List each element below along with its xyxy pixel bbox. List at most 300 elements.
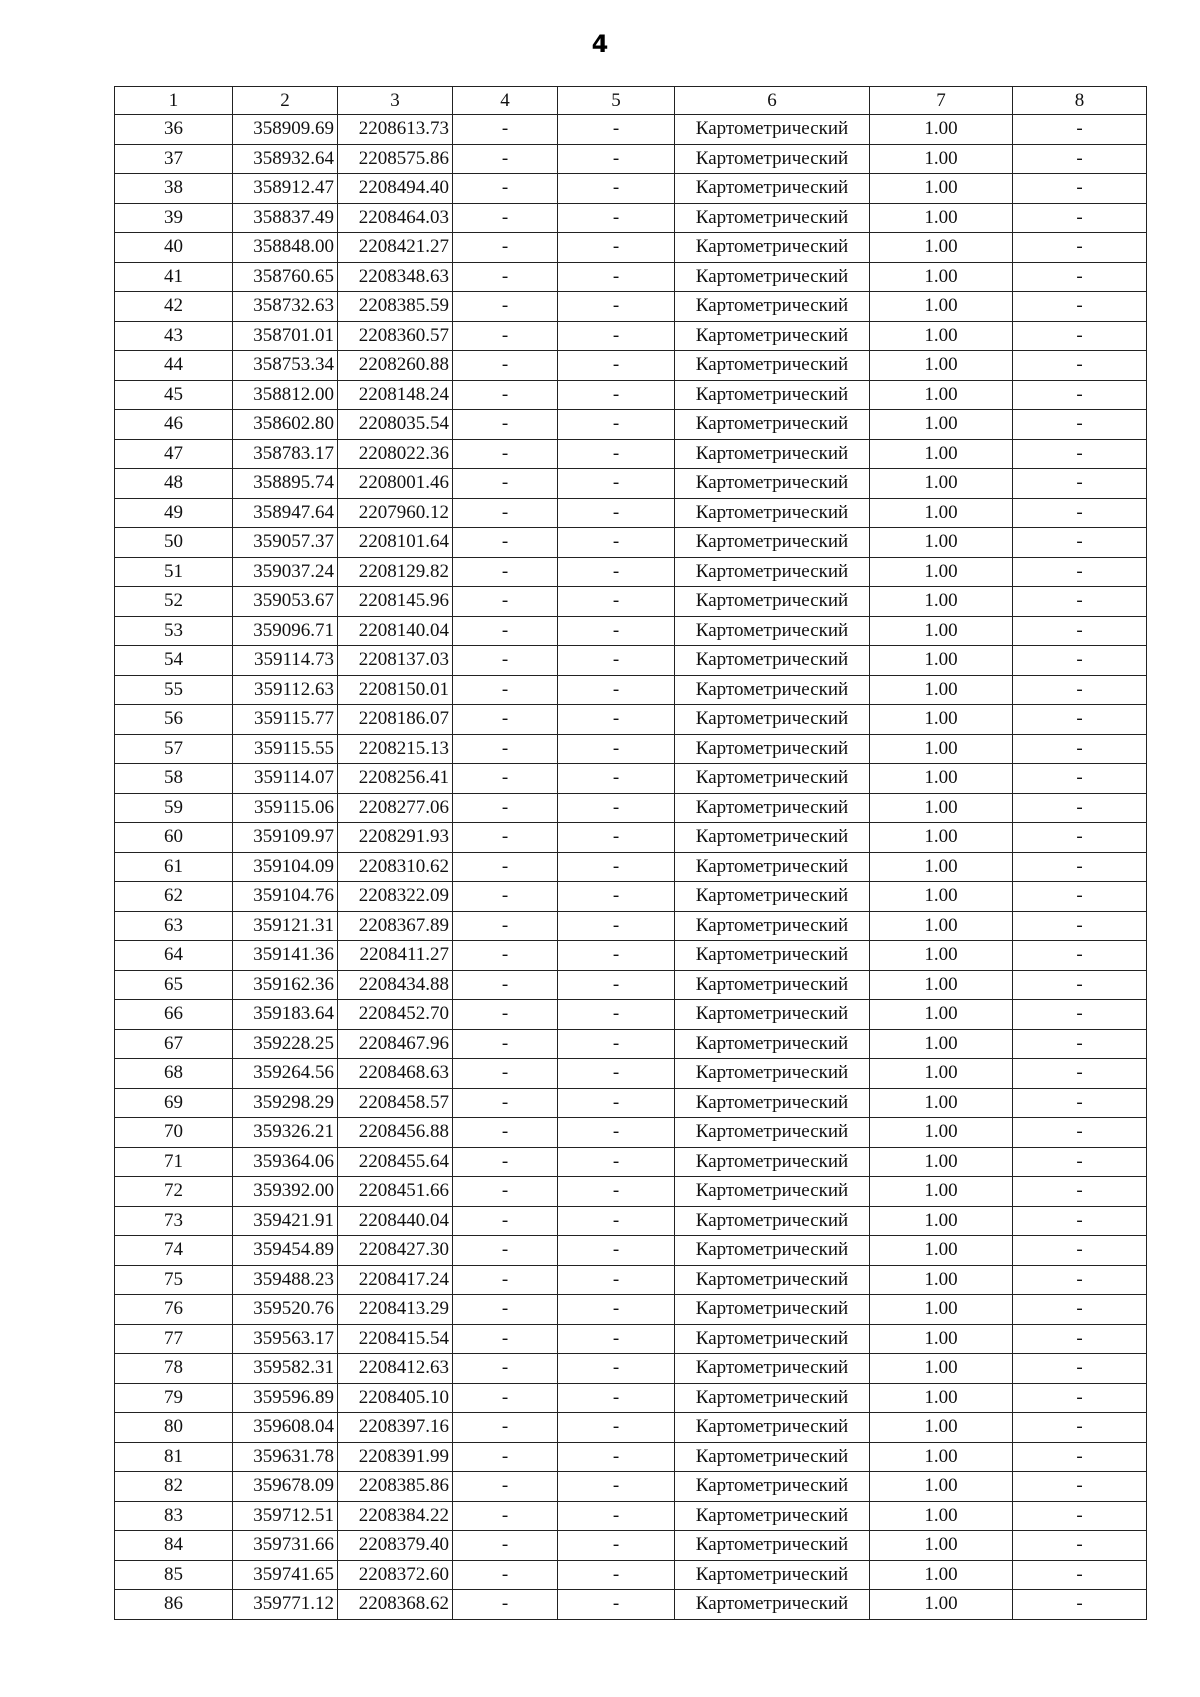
x-coordinate-cell: 359771.12 bbox=[233, 1590, 338, 1620]
col8-cell: - bbox=[1013, 1295, 1147, 1325]
y-coordinate-cell: 2208417.24 bbox=[338, 1265, 453, 1295]
table-row bbox=[115, 1236, 1147, 1266]
method-cell: Картометрический bbox=[675, 1383, 870, 1413]
accuracy-cell: 1.00 bbox=[870, 764, 1013, 794]
point-number-cell: 86 bbox=[115, 1590, 233, 1620]
y-coordinate-cell: 2208186.07 bbox=[338, 705, 453, 735]
y-coordinate-cell: 2208277.06 bbox=[338, 793, 453, 823]
method-cell: Картометрический bbox=[675, 1029, 870, 1059]
y-coordinate-cell: 2208372.60 bbox=[338, 1560, 453, 1590]
table-row bbox=[115, 203, 1147, 233]
y-coordinate-cell: 2208385.59 bbox=[338, 292, 453, 322]
y-coordinate-cell: 2208458.57 bbox=[338, 1088, 453, 1118]
table-row bbox=[115, 764, 1147, 794]
y-coordinate-cell: 2208413.29 bbox=[338, 1295, 453, 1325]
col5-cell: - bbox=[558, 823, 675, 853]
col8-cell: - bbox=[1013, 1590, 1147, 1620]
col5-cell: - bbox=[558, 764, 675, 794]
column-header: 7 bbox=[870, 87, 1013, 115]
point-number-cell: 64 bbox=[115, 941, 233, 971]
y-coordinate-cell: 2208468.63 bbox=[338, 1059, 453, 1089]
table-row bbox=[115, 292, 1147, 322]
accuracy-cell: 1.00 bbox=[870, 616, 1013, 646]
point-number-cell: 63 bbox=[115, 911, 233, 941]
accuracy-cell: 1.00 bbox=[870, 1560, 1013, 1590]
col5-cell: - bbox=[558, 1059, 675, 1089]
x-coordinate-cell: 359326.21 bbox=[233, 1118, 338, 1148]
column-header: 5 bbox=[558, 87, 675, 115]
point-number-cell: 74 bbox=[115, 1236, 233, 1266]
point-number-cell: 84 bbox=[115, 1531, 233, 1561]
point-number-cell: 82 bbox=[115, 1472, 233, 1502]
col4-cell: - bbox=[453, 1000, 558, 1030]
x-coordinate-cell: 359114.73 bbox=[233, 646, 338, 676]
table-row bbox=[115, 1029, 1147, 1059]
col8-cell: - bbox=[1013, 203, 1147, 233]
y-coordinate-cell: 2208391.99 bbox=[338, 1442, 453, 1472]
y-coordinate-cell: 2208291.93 bbox=[338, 823, 453, 853]
table-row bbox=[115, 616, 1147, 646]
table-row bbox=[115, 1000, 1147, 1030]
x-coordinate-cell: 359104.76 bbox=[233, 882, 338, 912]
point-number-cell: 62 bbox=[115, 882, 233, 912]
accuracy-cell: 1.00 bbox=[870, 852, 1013, 882]
point-number-cell: 50 bbox=[115, 528, 233, 558]
col4-cell: - bbox=[453, 734, 558, 764]
x-coordinate-cell: 359141.36 bbox=[233, 941, 338, 971]
col5-cell: - bbox=[558, 1236, 675, 1266]
method-cell: Картометрический bbox=[675, 646, 870, 676]
accuracy-cell: 1.00 bbox=[870, 793, 1013, 823]
col5-cell: - bbox=[558, 1088, 675, 1118]
point-number-cell: 51 bbox=[115, 557, 233, 587]
x-coordinate-cell: 359712.51 bbox=[233, 1501, 338, 1531]
x-coordinate-cell: 359162.36 bbox=[233, 970, 338, 1000]
method-cell: Картометрический bbox=[675, 1147, 870, 1177]
point-number-cell: 49 bbox=[115, 498, 233, 528]
table-row bbox=[115, 882, 1147, 912]
col8-cell: - bbox=[1013, 557, 1147, 587]
col5-cell: - bbox=[558, 380, 675, 410]
accuracy-cell: 1.00 bbox=[870, 469, 1013, 499]
point-number-cell: 40 bbox=[115, 233, 233, 263]
point-number-cell: 52 bbox=[115, 587, 233, 617]
point-number-cell: 54 bbox=[115, 646, 233, 676]
point-number-cell: 42 bbox=[115, 292, 233, 322]
table-row bbox=[115, 439, 1147, 469]
col8-cell: - bbox=[1013, 1354, 1147, 1384]
col4-cell: - bbox=[453, 587, 558, 617]
col5-cell: - bbox=[558, 852, 675, 882]
point-number-cell: 58 bbox=[115, 764, 233, 794]
col5-cell: - bbox=[558, 587, 675, 617]
x-coordinate-cell: 358837.49 bbox=[233, 203, 338, 233]
y-coordinate-cell: 2208140.04 bbox=[338, 616, 453, 646]
col8-cell: - bbox=[1013, 1265, 1147, 1295]
table-row bbox=[115, 1413, 1147, 1443]
col5-cell: - bbox=[558, 1383, 675, 1413]
col8-cell: - bbox=[1013, 1000, 1147, 1030]
table-row bbox=[115, 1531, 1147, 1561]
col4-cell: - bbox=[453, 1147, 558, 1177]
y-coordinate-cell: 2208022.36 bbox=[338, 439, 453, 469]
x-coordinate-cell: 358947.64 bbox=[233, 498, 338, 528]
col5-cell: - bbox=[558, 115, 675, 145]
col8-cell: - bbox=[1013, 262, 1147, 292]
method-cell: Картометрический bbox=[675, 203, 870, 233]
table-row bbox=[115, 1472, 1147, 1502]
col8-cell: - bbox=[1013, 1118, 1147, 1148]
col4-cell: - bbox=[453, 1177, 558, 1207]
col8-cell: - bbox=[1013, 439, 1147, 469]
col8-cell: - bbox=[1013, 882, 1147, 912]
column-header: 3 bbox=[338, 87, 453, 115]
col8-cell: - bbox=[1013, 823, 1147, 853]
accuracy-cell: 1.00 bbox=[870, 882, 1013, 912]
point-number-cell: 65 bbox=[115, 970, 233, 1000]
method-cell: Картометрический bbox=[675, 1472, 870, 1502]
col4-cell: - bbox=[453, 1501, 558, 1531]
accuracy-cell: 1.00 bbox=[870, 1265, 1013, 1295]
y-coordinate-cell: 2207960.12 bbox=[338, 498, 453, 528]
y-coordinate-cell: 2208348.63 bbox=[338, 262, 453, 292]
method-cell: Картометрический bbox=[675, 852, 870, 882]
method-cell: Картометрический bbox=[675, 941, 870, 971]
point-number-cell: 72 bbox=[115, 1177, 233, 1207]
point-number-cell: 69 bbox=[115, 1088, 233, 1118]
table-row bbox=[115, 321, 1147, 351]
x-coordinate-cell: 359392.00 bbox=[233, 1177, 338, 1207]
col5-cell: - bbox=[558, 1029, 675, 1059]
method-cell: Картометрический bbox=[675, 793, 870, 823]
point-number-cell: 85 bbox=[115, 1560, 233, 1590]
point-number-cell: 61 bbox=[115, 852, 233, 882]
method-cell: Картометрический bbox=[675, 1413, 870, 1443]
col8-cell: - bbox=[1013, 970, 1147, 1000]
table-row bbox=[115, 823, 1147, 853]
point-number-cell: 78 bbox=[115, 1354, 233, 1384]
y-coordinate-cell: 2208148.24 bbox=[338, 380, 453, 410]
method-cell: Картометрический bbox=[675, 321, 870, 351]
method-cell: Картометрический bbox=[675, 262, 870, 292]
accuracy-cell: 1.00 bbox=[870, 1472, 1013, 1502]
col5-cell: - bbox=[558, 203, 675, 233]
table-row bbox=[115, 351, 1147, 381]
y-coordinate-cell: 2208434.88 bbox=[338, 970, 453, 1000]
y-coordinate-cell: 2208384.22 bbox=[338, 1501, 453, 1531]
col4-cell: - bbox=[453, 970, 558, 1000]
table-row bbox=[115, 469, 1147, 499]
point-number-cell: 46 bbox=[115, 410, 233, 440]
col4-cell: - bbox=[453, 675, 558, 705]
col4-cell: - bbox=[453, 557, 558, 587]
col4-cell: - bbox=[453, 705, 558, 735]
point-number-cell: 79 bbox=[115, 1383, 233, 1413]
accuracy-cell: 1.00 bbox=[870, 1590, 1013, 1620]
column-header: 6 bbox=[675, 87, 870, 115]
y-coordinate-cell: 2208001.46 bbox=[338, 469, 453, 499]
col5-cell: - bbox=[558, 498, 675, 528]
point-number-cell: 56 bbox=[115, 705, 233, 735]
x-coordinate-cell: 359421.91 bbox=[233, 1206, 338, 1236]
x-coordinate-cell: 359109.97 bbox=[233, 823, 338, 853]
table-row bbox=[115, 1590, 1147, 1620]
table-row bbox=[115, 144, 1147, 174]
x-coordinate-cell: 359183.64 bbox=[233, 1000, 338, 1030]
point-number-cell: 55 bbox=[115, 675, 233, 705]
col5-cell: - bbox=[558, 262, 675, 292]
table-row bbox=[115, 705, 1147, 735]
point-number-cell: 44 bbox=[115, 351, 233, 381]
method-cell: Картометрический bbox=[675, 1324, 870, 1354]
x-coordinate-cell: 359298.29 bbox=[233, 1088, 338, 1118]
col5-cell: - bbox=[558, 1472, 675, 1502]
accuracy-cell: 1.00 bbox=[870, 941, 1013, 971]
x-coordinate-cell: 359228.25 bbox=[233, 1029, 338, 1059]
col5-cell: - bbox=[558, 351, 675, 381]
point-number-cell: 71 bbox=[115, 1147, 233, 1177]
table-row bbox=[115, 1501, 1147, 1531]
accuracy-cell: 1.00 bbox=[870, 1413, 1013, 1443]
y-coordinate-cell: 2208427.30 bbox=[338, 1236, 453, 1266]
x-coordinate-cell: 359104.09 bbox=[233, 852, 338, 882]
col8-cell: - bbox=[1013, 911, 1147, 941]
accuracy-cell: 1.00 bbox=[870, 1147, 1013, 1177]
y-coordinate-cell: 2208494.40 bbox=[338, 174, 453, 204]
method-cell: Картометрический bbox=[675, 469, 870, 499]
col5-cell: - bbox=[558, 1590, 675, 1620]
col5-cell: - bbox=[558, 557, 675, 587]
x-coordinate-cell: 359608.04 bbox=[233, 1413, 338, 1443]
method-cell: Картометрический bbox=[675, 498, 870, 528]
x-coordinate-cell: 359631.78 bbox=[233, 1442, 338, 1472]
accuracy-cell: 1.00 bbox=[870, 351, 1013, 381]
col8-cell: - bbox=[1013, 1324, 1147, 1354]
col4-cell: - bbox=[453, 380, 558, 410]
x-coordinate-cell: 358760.65 bbox=[233, 262, 338, 292]
col4-cell: - bbox=[453, 1472, 558, 1502]
col8-cell: - bbox=[1013, 1147, 1147, 1177]
x-coordinate-cell: 359582.31 bbox=[233, 1354, 338, 1384]
col4-cell: - bbox=[453, 292, 558, 322]
table-row bbox=[115, 262, 1147, 292]
accuracy-cell: 1.00 bbox=[870, 1501, 1013, 1531]
table-row bbox=[115, 410, 1147, 440]
table-row bbox=[115, 646, 1147, 676]
x-coordinate-cell: 358812.00 bbox=[233, 380, 338, 410]
col5-cell: - bbox=[558, 233, 675, 263]
col8-cell: - bbox=[1013, 292, 1147, 322]
point-number-cell: 41 bbox=[115, 262, 233, 292]
col4-cell: - bbox=[453, 528, 558, 558]
col4-cell: - bbox=[453, 1354, 558, 1384]
point-number-cell: 75 bbox=[115, 1265, 233, 1295]
col4-cell: - bbox=[453, 1059, 558, 1089]
x-coordinate-cell: 359563.17 bbox=[233, 1324, 338, 1354]
point-number-cell: 59 bbox=[115, 793, 233, 823]
col5-cell: - bbox=[558, 1413, 675, 1443]
point-number-cell: 53 bbox=[115, 616, 233, 646]
y-coordinate-cell: 2208412.63 bbox=[338, 1354, 453, 1384]
y-coordinate-cell: 2208215.13 bbox=[338, 734, 453, 764]
method-cell: Картометрический bbox=[675, 144, 870, 174]
method-cell: Картометрический bbox=[675, 174, 870, 204]
method-cell: Картометрический bbox=[675, 557, 870, 587]
col5-cell: - bbox=[558, 292, 675, 322]
col8-cell: - bbox=[1013, 675, 1147, 705]
col4-cell: - bbox=[453, 941, 558, 971]
col8-cell: - bbox=[1013, 321, 1147, 351]
col8-cell: - bbox=[1013, 144, 1147, 174]
accuracy-cell: 1.00 bbox=[870, 144, 1013, 174]
method-cell: Картометрический bbox=[675, 705, 870, 735]
accuracy-cell: 1.00 bbox=[870, 675, 1013, 705]
col4-cell: - bbox=[453, 1590, 558, 1620]
col5-cell: - bbox=[558, 734, 675, 764]
col4-cell: - bbox=[453, 115, 558, 145]
method-cell: Картометрический bbox=[675, 1531, 870, 1561]
method-cell: Картометрический bbox=[675, 1088, 870, 1118]
col8-cell: - bbox=[1013, 1236, 1147, 1266]
table-row bbox=[115, 1177, 1147, 1207]
point-number-cell: 45 bbox=[115, 380, 233, 410]
col4-cell: - bbox=[453, 1383, 558, 1413]
col5-cell: - bbox=[558, 1324, 675, 1354]
col8-cell: - bbox=[1013, 587, 1147, 617]
table-row bbox=[115, 970, 1147, 1000]
x-coordinate-cell: 358753.34 bbox=[233, 351, 338, 381]
table-row bbox=[115, 498, 1147, 528]
y-coordinate-cell: 2208575.86 bbox=[338, 144, 453, 174]
table-row bbox=[115, 380, 1147, 410]
point-number-cell: 68 bbox=[115, 1059, 233, 1089]
y-coordinate-cell: 2208137.03 bbox=[338, 646, 453, 676]
accuracy-cell: 1.00 bbox=[870, 823, 1013, 853]
x-coordinate-cell: 359264.56 bbox=[233, 1059, 338, 1089]
accuracy-cell: 1.00 bbox=[870, 1177, 1013, 1207]
x-coordinate-cell: 358783.17 bbox=[233, 439, 338, 469]
col5-cell: - bbox=[558, 174, 675, 204]
col4-cell: - bbox=[453, 469, 558, 499]
table-row bbox=[115, 557, 1147, 587]
x-coordinate-cell: 358848.00 bbox=[233, 233, 338, 263]
y-coordinate-cell: 2208310.62 bbox=[338, 852, 453, 882]
col4-cell: - bbox=[453, 793, 558, 823]
y-coordinate-cell: 2208322.09 bbox=[338, 882, 453, 912]
y-coordinate-cell: 2208405.10 bbox=[338, 1383, 453, 1413]
accuracy-cell: 1.00 bbox=[870, 646, 1013, 676]
method-cell: Картометрический bbox=[675, 1206, 870, 1236]
y-coordinate-cell: 2208129.82 bbox=[338, 557, 453, 587]
accuracy-cell: 1.00 bbox=[870, 1206, 1013, 1236]
col5-cell: - bbox=[558, 705, 675, 735]
point-number-cell: 36 bbox=[115, 115, 233, 145]
col4-cell: - bbox=[453, 882, 558, 912]
y-coordinate-cell: 2208360.57 bbox=[338, 321, 453, 351]
accuracy-cell: 1.00 bbox=[870, 410, 1013, 440]
method-cell: Картометрический bbox=[675, 764, 870, 794]
method-cell: Картометрический bbox=[675, 1059, 870, 1089]
col5-cell: - bbox=[558, 1265, 675, 1295]
x-coordinate-cell: 359678.09 bbox=[233, 1472, 338, 1502]
point-number-cell: 48 bbox=[115, 469, 233, 499]
table-row bbox=[115, 1206, 1147, 1236]
method-cell: Картометрический bbox=[675, 410, 870, 440]
col8-cell: - bbox=[1013, 1560, 1147, 1590]
accuracy-cell: 1.00 bbox=[870, 380, 1013, 410]
method-cell: Картометрический bbox=[675, 1442, 870, 1472]
col8-cell: - bbox=[1013, 380, 1147, 410]
col5-cell: - bbox=[558, 410, 675, 440]
col5-cell: - bbox=[558, 439, 675, 469]
accuracy-cell: 1.00 bbox=[870, 321, 1013, 351]
col5-cell: - bbox=[558, 528, 675, 558]
method-cell: Картометрический bbox=[675, 528, 870, 558]
col5-cell: - bbox=[558, 1560, 675, 1590]
col5-cell: - bbox=[558, 1442, 675, 1472]
x-coordinate-cell: 358932.64 bbox=[233, 144, 338, 174]
x-coordinate-cell: 359520.76 bbox=[233, 1295, 338, 1325]
col4-cell: - bbox=[453, 1413, 558, 1443]
accuracy-cell: 1.00 bbox=[870, 1118, 1013, 1148]
y-coordinate-cell: 2208467.96 bbox=[338, 1029, 453, 1059]
table-row bbox=[115, 911, 1147, 941]
y-coordinate-cell: 2208150.01 bbox=[338, 675, 453, 705]
accuracy-cell: 1.00 bbox=[870, 174, 1013, 204]
x-coordinate-cell: 358895.74 bbox=[233, 469, 338, 499]
column-header: 1 bbox=[115, 87, 233, 115]
table-row bbox=[115, 852, 1147, 882]
table-row bbox=[115, 675, 1147, 705]
accuracy-cell: 1.00 bbox=[870, 970, 1013, 1000]
accuracy-cell: 1.00 bbox=[870, 439, 1013, 469]
x-coordinate-cell: 359488.23 bbox=[233, 1265, 338, 1295]
point-number-cell: 81 bbox=[115, 1442, 233, 1472]
method-cell: Картометрический bbox=[675, 1354, 870, 1384]
method-cell: Картометрический bbox=[675, 351, 870, 381]
point-number-cell: 80 bbox=[115, 1413, 233, 1443]
col4-cell: - bbox=[453, 1442, 558, 1472]
y-coordinate-cell: 2208613.73 bbox=[338, 115, 453, 145]
col8-cell: - bbox=[1013, 705, 1147, 735]
col8-cell: - bbox=[1013, 351, 1147, 381]
col4-cell: - bbox=[453, 262, 558, 292]
method-cell: Картометрический bbox=[675, 823, 870, 853]
col4-cell: - bbox=[453, 1295, 558, 1325]
table-row bbox=[115, 1560, 1147, 1590]
col5-cell: - bbox=[558, 1206, 675, 1236]
table-row bbox=[115, 1059, 1147, 1089]
x-coordinate-cell: 359115.06 bbox=[233, 793, 338, 823]
method-cell: Картометрический bbox=[675, 1501, 870, 1531]
col5-cell: - bbox=[558, 616, 675, 646]
col8-cell: - bbox=[1013, 1029, 1147, 1059]
x-coordinate-cell: 359596.89 bbox=[233, 1383, 338, 1413]
table-row bbox=[115, 1383, 1147, 1413]
col4-cell: - bbox=[453, 764, 558, 794]
col5-cell: - bbox=[558, 793, 675, 823]
point-number-cell: 57 bbox=[115, 734, 233, 764]
col8-cell: - bbox=[1013, 1472, 1147, 1502]
col4-cell: - bbox=[453, 616, 558, 646]
col5-cell: - bbox=[558, 1501, 675, 1531]
method-cell: Картометрический bbox=[675, 1265, 870, 1295]
y-coordinate-cell: 2208379.40 bbox=[338, 1531, 453, 1561]
accuracy-cell: 1.00 bbox=[870, 1442, 1013, 1472]
y-coordinate-cell: 2208440.04 bbox=[338, 1206, 453, 1236]
col8-cell: - bbox=[1013, 764, 1147, 794]
point-number-cell: 66 bbox=[115, 1000, 233, 1030]
